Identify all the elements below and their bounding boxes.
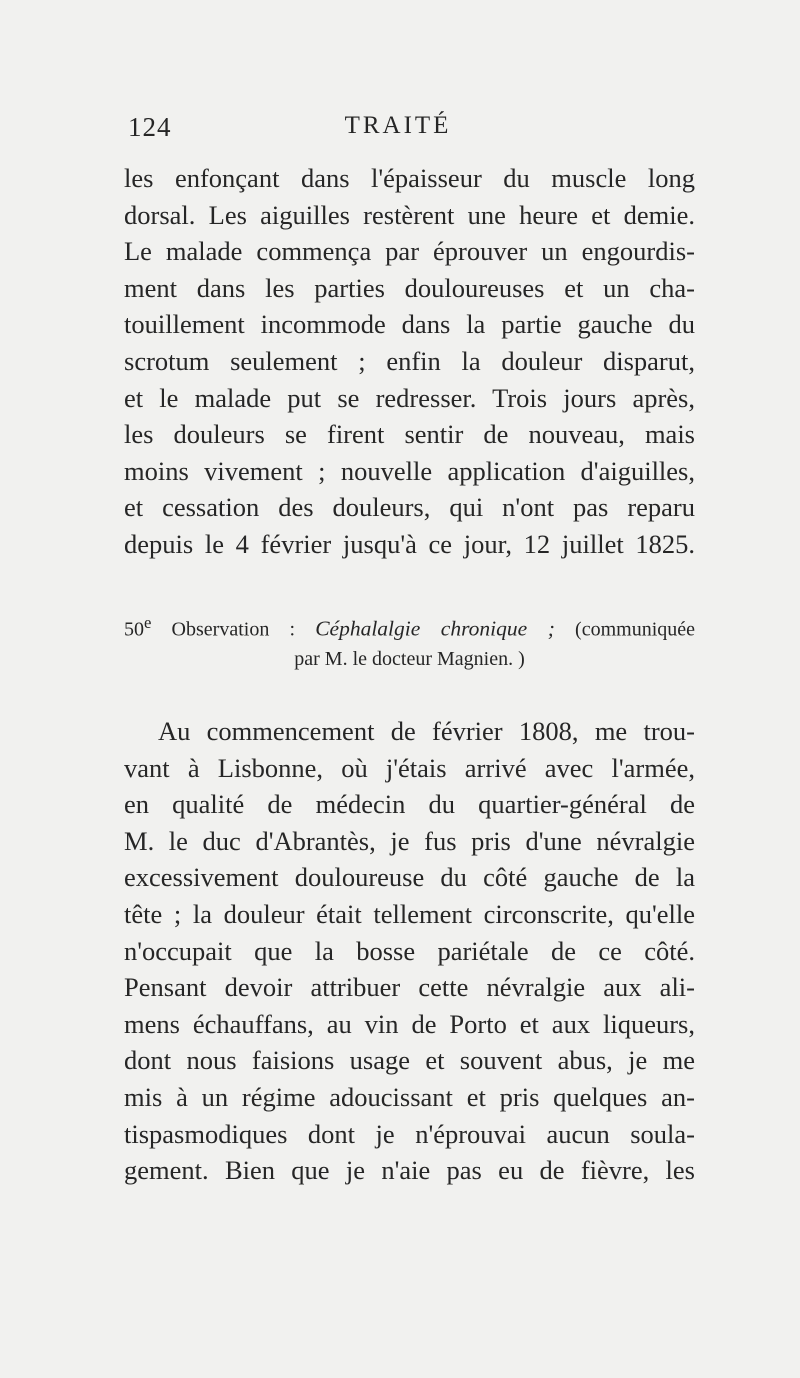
text-line: scrotum seulement ; enfin la douleur disparut,	[124, 345, 695, 376]
text-line: dont nous faisions usage et souvent abus, je me	[124, 1045, 695, 1076]
observation-number: 50	[124, 618, 144, 641]
text-line: tête ; la douleur était tellement circonscrite, qu'elle	[124, 898, 695, 929]
text-line: Le malade commença par éprouver un engourdis-	[124, 236, 695, 267]
text-line: en qualité de médecin du quartier-général de	[124, 789, 695, 820]
text-line: mens échauffans, au vin de Porto et aux liqueurs,	[124, 1008, 695, 1039]
text-line: les douleurs se firent sentir de nouveau, mais	[124, 419, 695, 450]
observation-superscript: e	[144, 613, 152, 632]
observation-heading	[124, 605, 695, 677]
paragraph-observation	[124, 713, 695, 1189]
text-line: ment dans les parties douloureuses et un cha-	[124, 272, 695, 303]
observation-note-start: (communiquée	[554, 618, 696, 641]
text-line: excessivement douloureuse du côté gauche de la	[124, 862, 695, 893]
text-line: et le malade put se redresser. Trois jours après,	[124, 382, 695, 413]
text-line: depuis le 4 février jusqu'à ce jour, 12 juillet 1825.	[124, 528, 695, 559]
observation-title: Céphalalgie chronique ;	[315, 616, 555, 641]
text-line: gement. Bien que je n'aie pas eu de fièvre, les	[124, 1155, 695, 1186]
text-line: moins vivement ; nouvelle application d'aiguilles,	[124, 455, 695, 486]
text-line: touillement incommode dans la partie gauche du	[124, 309, 695, 340]
text-line: dorsal. Les aiguilles restèrent une heure et demie.	[124, 199, 695, 230]
text-line: M. le duc d'Abrantès, je fus pris d'une névralgie	[124, 825, 695, 856]
text-line: les enfonçant dans l'épaisseur du muscle long	[124, 163, 695, 193]
page-number: 124	[128, 112, 172, 142]
text-line: Pensant devoir attribuer cette névralgie aux ali-	[124, 972, 695, 1003]
running-title: TRAITÉ	[344, 112, 452, 139]
text-line: n'occupait que la bosse pariétale de ce côté.	[124, 935, 695, 966]
observation-note-end: par M. le docteur Magnien. )	[294, 648, 525, 670]
page-header	[128, 112, 668, 152]
text-line: mis à un régime adoucissant et pris quelques an-	[124, 1081, 695, 1112]
observation-label: Observation :	[151, 618, 316, 641]
text-line: et cessation des douleurs, qui n'ont pas reparu	[124, 492, 695, 523]
text-line: tispasmodiques dont je n'éprouvai aucun soula-	[124, 1118, 695, 1149]
text-line: vant à Lisbonne, où j'étais arrivé avec l'armée,	[124, 752, 695, 783]
text-line: Au commencement de février 1808, me trou-	[158, 716, 695, 746]
paragraph-continuation	[124, 160, 695, 563]
observation-heading-line-1	[124, 605, 695, 641]
